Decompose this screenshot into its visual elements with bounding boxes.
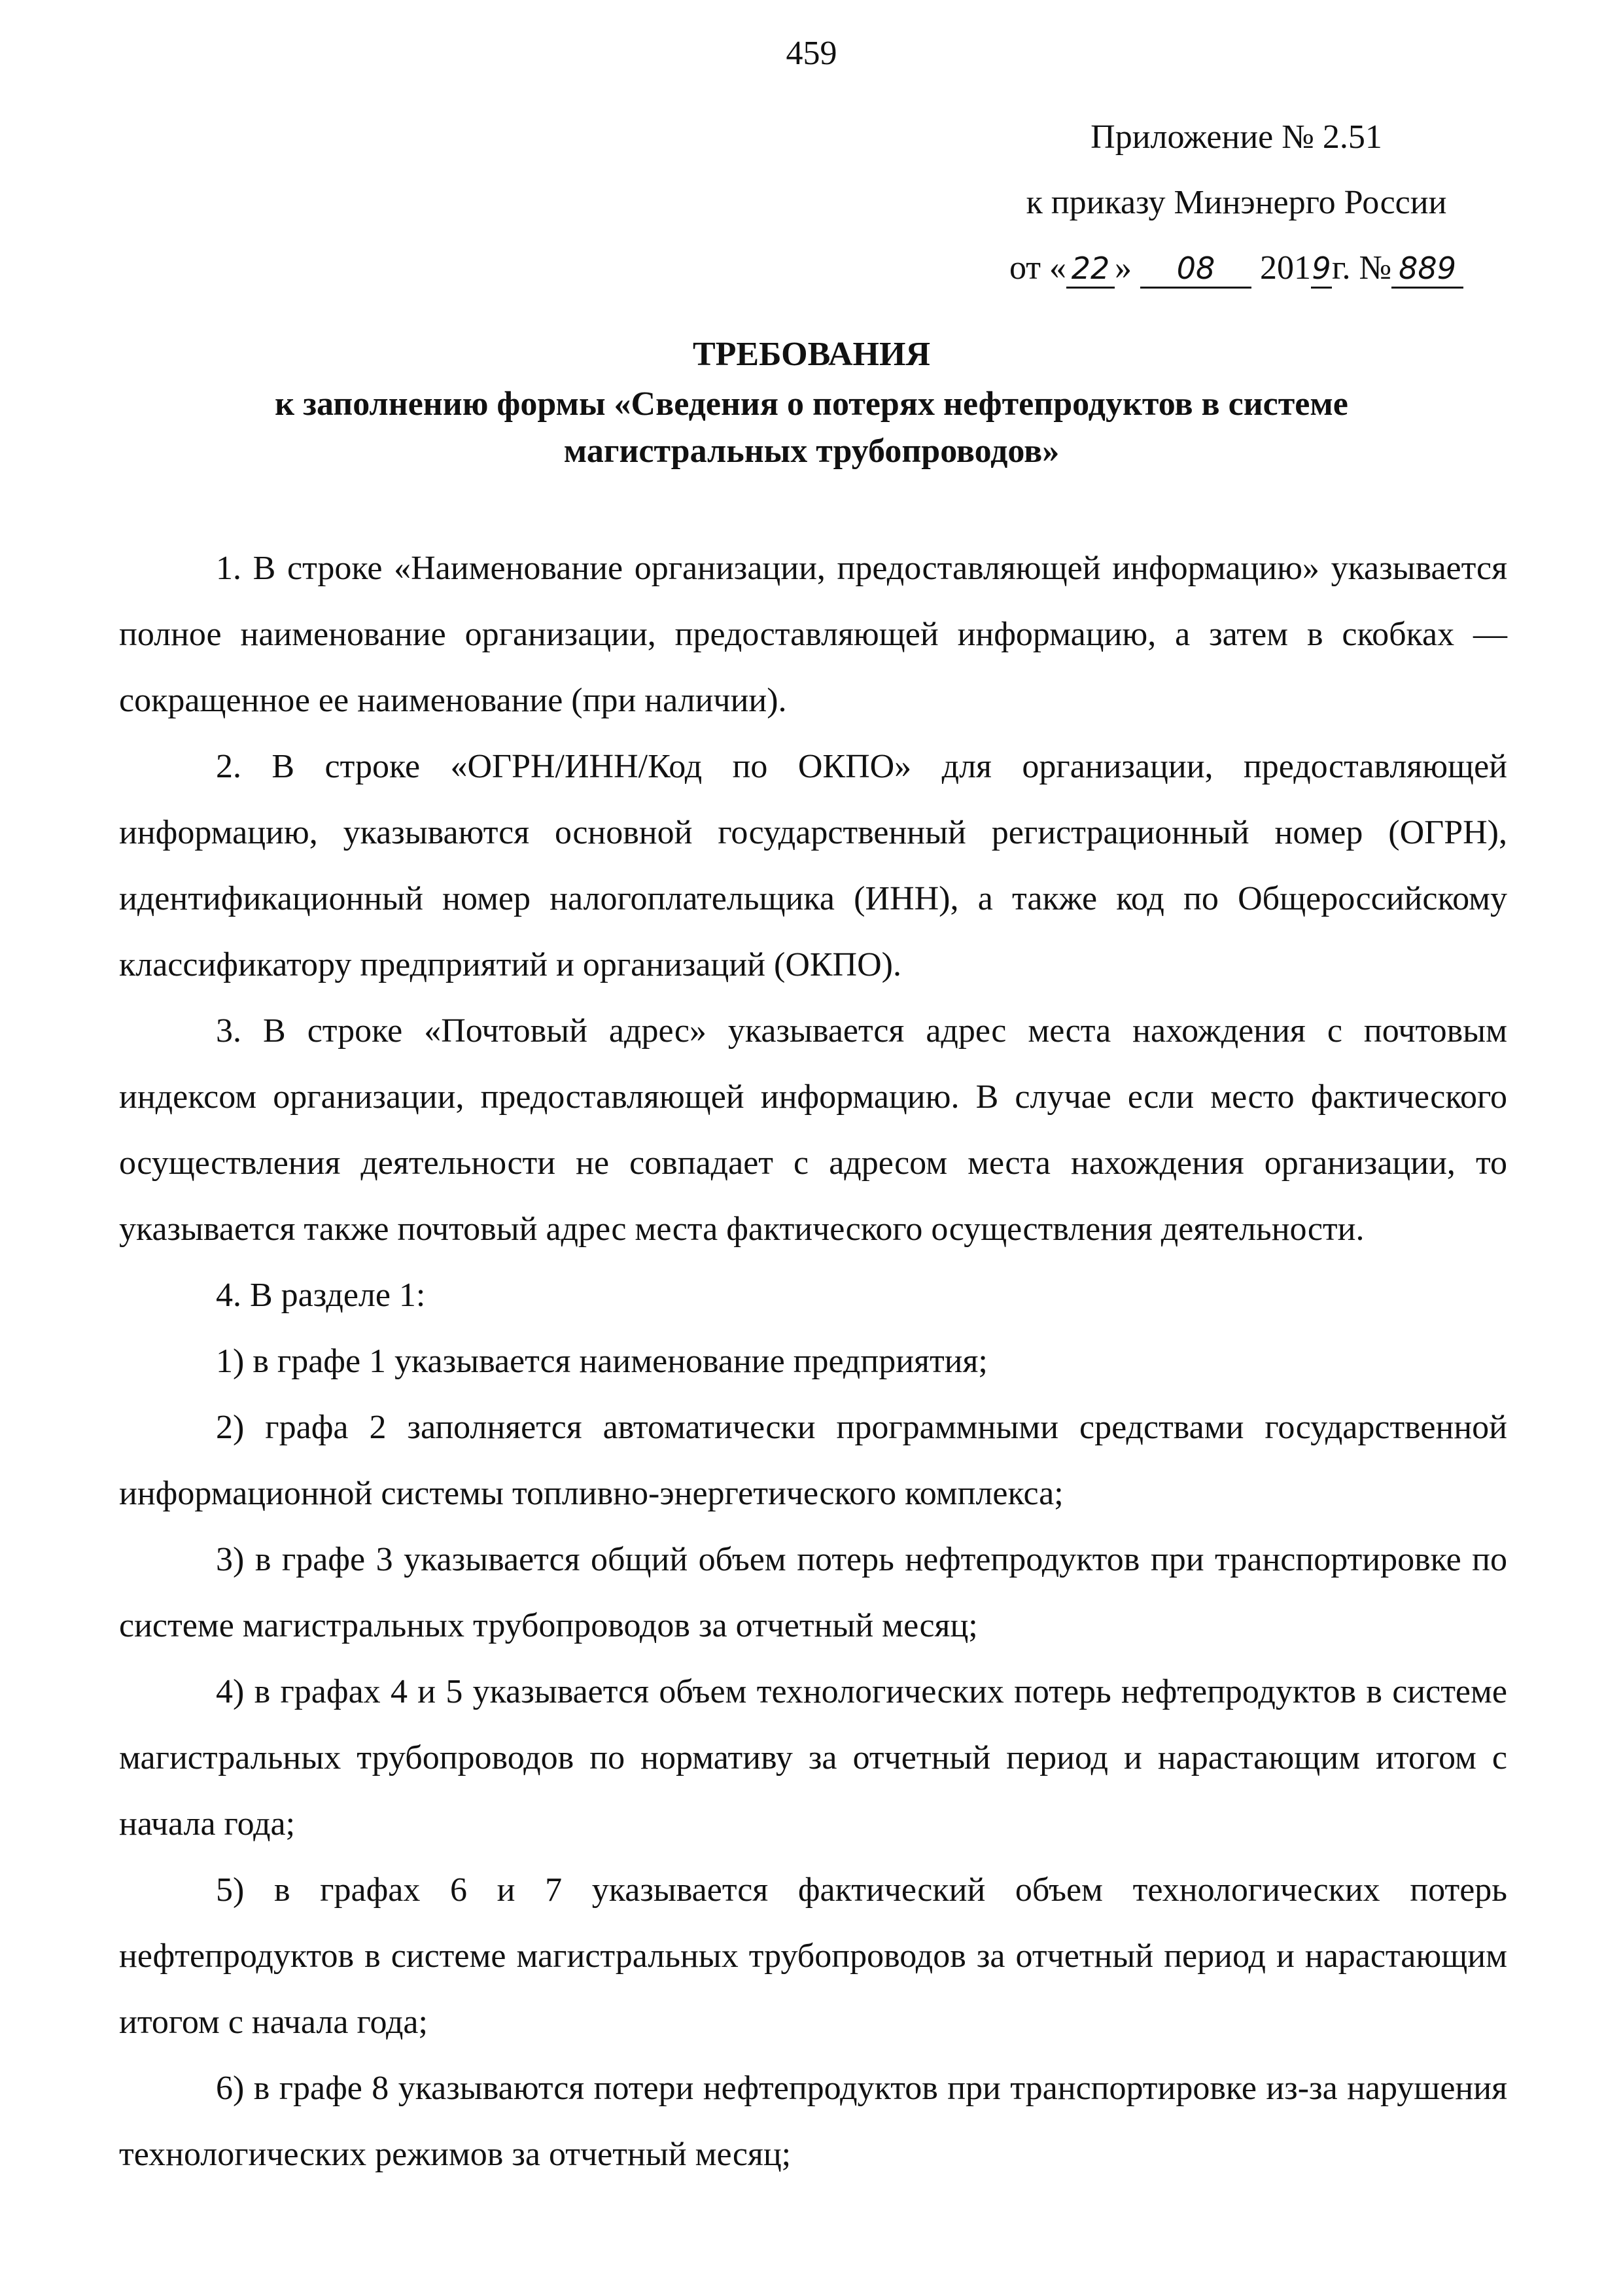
appendix-line-1: Приложение № 2.51 — [1091, 118, 1382, 156]
title-line-3: магистральных трубопроводов» — [563, 433, 1060, 470]
handwritten-day: 22 — [1066, 250, 1115, 289]
paragraph-4: 4. В разделе 1: — [216, 1277, 426, 1314]
list-item-2: 2) графа 2 заполняется автоматически программными средствами государственной информационной системы топливно-энергетического комплекса; — [119, 1409, 1507, 1512]
handwritten-year-digit: 9 — [1311, 250, 1332, 289]
title-line-2: к заполнению формы «Сведения о потерях нефтепродуктов в системе — [275, 385, 1348, 423]
date-number-prefix: г. № — [1331, 249, 1392, 287]
list-item-4: 4) в графах 4 и 5 указывается объем технологических потерь нефтепродуктов в системе магистральных трубопроводов по нормативу за отчетный период и нарастающим итогом с начала года; — [119, 1673, 1507, 1843]
paragraph-1: 1. В строке «Наименование организации, предоставляющей информацию» указывается полное наименование организации, предоставляющей информацию, а затем в скобках — сокращенное ее наименование (при наличии). — [119, 550, 1507, 719]
appendix-date-line — [981, 236, 1492, 301]
list-item-3: 3) в графе 3 указывается общий объем потерь нефтепродуктов при транспортировке по системе магистральных трубопроводов за отчетный месяц; — [119, 1541, 1507, 1644]
list-item-1: 1) в графе 1 указывается наименование предприятия; — [216, 1343, 988, 1380]
date-prefix: от « — [1009, 249, 1066, 287]
handwritten-month: 08 — [1140, 250, 1251, 289]
document-title — [0, 335, 1623, 471]
paragraph-2: 2. В строке «ОГРН/ИНН/Код по ОКПО» для организации, предоставляющей информацию, указываются основной государственный регистрационный номер (ОГРН), идентификационный номер налогоплательщика (ИНН), а также код по Общероссийскому классификатору предприятий и организаций (ОКПО). — [119, 748, 1507, 983]
appendix-header — [981, 105, 1492, 301]
handwritten-order-number: 889 — [1391, 250, 1463, 289]
date-mid: » — [1114, 249, 1132, 287]
page-number: 459 — [786, 35, 837, 72]
list-item-6: 6) в графе 8 указываются потери нефтепродуктов при транспортировке из-за нарушения технологических режимов за отчетный месяц; — [119, 2070, 1507, 2173]
date-year-prefix: 201 — [1259, 249, 1311, 287]
list-item-5: 5) в графах 6 и 7 указывается фактический объем технологических потерь нефтепродуктов в системе магистральных трубопроводов за отчетный период и нарастающим итогом с начала года; — [119, 1871, 1507, 2041]
appendix-line-2: к приказу Минэнерго России — [1026, 184, 1447, 221]
paragraph-3: 3. В строке «Почтовый адрес» указывается адрес места нахождения с почтовым индексом организации, предоставляющей информацию. В случае если место фактического осуществления деятельности не совпадает с адресом места нахождения организации, то указывается также почтовый адрес места фактического осуществления деятельности. — [119, 1012, 1507, 1248]
document-body — [119, 535, 1507, 2187]
title-line-1: ТРЕБОВАНИЯ — [692, 336, 930, 373]
